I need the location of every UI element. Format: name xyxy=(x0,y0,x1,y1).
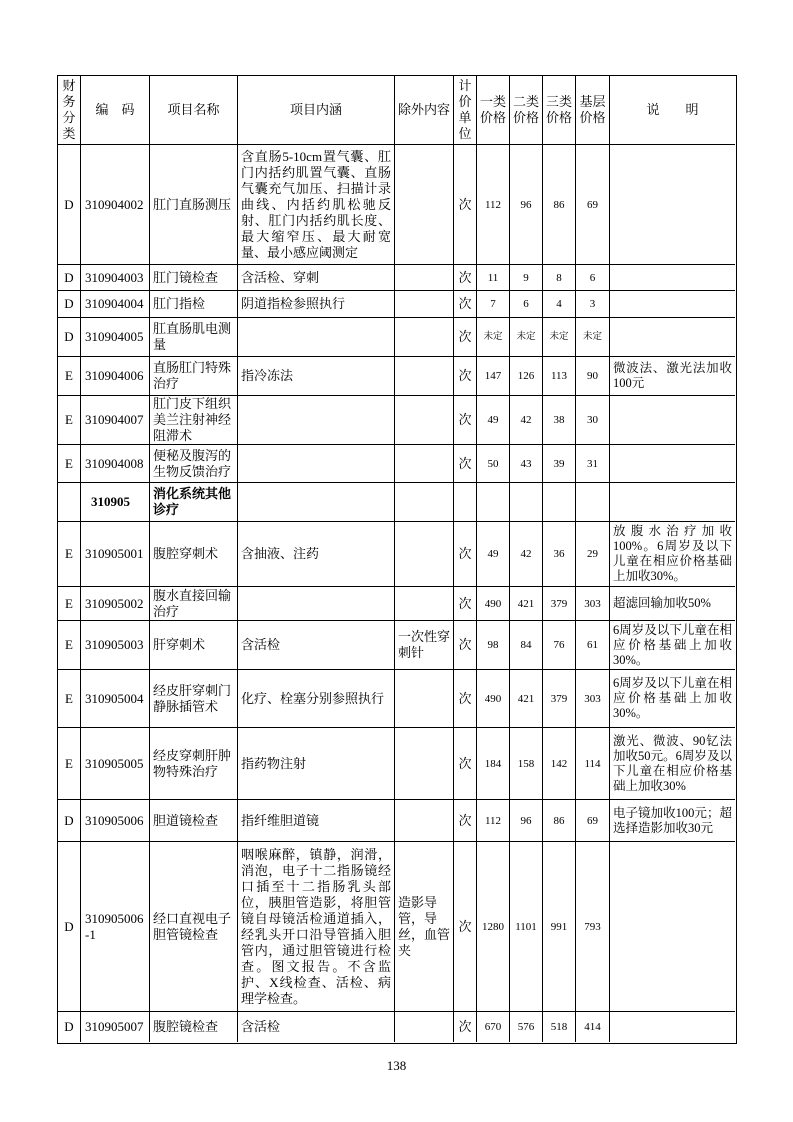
price-basic-cell: 69 xyxy=(576,145,610,265)
price-class2-cell: 421 xyxy=(510,587,543,621)
exclusions-cell xyxy=(395,265,454,291)
header-category: 财务分类 xyxy=(58,76,81,145)
content-cell: 指药物注射 xyxy=(238,728,395,800)
content-cell: 咽喉麻醉，镇静，润滑，消泡，电子十二指肠镜经口插至十二指肠乳头部位，胰胆管造影，将胆管镜自母镜活检通道插入，经乳头开口沿导管插入胆管内，通过胆管镜进行检查。图文报告。不含监护、X线检查、活检、病理学检查。 xyxy=(238,842,395,1012)
price-basic-cell: 90 xyxy=(576,357,610,396)
price-class3-cell: 379 xyxy=(543,587,576,621)
unit-cell: 次 xyxy=(454,800,477,842)
code-cell: 310905002 xyxy=(81,587,150,621)
code-cell: 310904008 xyxy=(81,445,150,483)
price-basic-cell xyxy=(576,483,610,522)
price-class3-cell: 未定 xyxy=(543,318,576,357)
name-cell: 肛门直肠测压 xyxy=(150,145,238,265)
content-cell xyxy=(238,483,395,522)
notes-cell xyxy=(610,265,735,291)
price-basic-cell: 31 xyxy=(576,445,610,483)
price-basic-cell: 3 xyxy=(576,291,610,318)
exclusions-cell xyxy=(395,522,454,587)
price-class1-cell: 49 xyxy=(477,522,510,587)
price-basic-cell: 29 xyxy=(576,522,610,587)
code-cell: 310905003 xyxy=(81,621,150,670)
price-class2-cell: 42 xyxy=(510,522,543,587)
unit-cell: 次 xyxy=(454,522,477,587)
price-class1-cell: 未定 xyxy=(477,318,510,357)
name-cell: 便秘及腹泻的生物反馈治疗 xyxy=(150,445,238,483)
category-cell: E xyxy=(58,396,81,445)
content-cell: 指纤维胆道镜 xyxy=(238,800,395,842)
name-cell: 肛门皮下组织美兰注射神经阻滞术 xyxy=(150,396,238,445)
exclusions-cell xyxy=(395,445,454,483)
price-basic-cell: 未定 xyxy=(576,318,610,357)
content-cell: 指冷冻法 xyxy=(238,357,395,396)
price-class2-cell: 43 xyxy=(510,445,543,483)
unit-cell: 次 xyxy=(454,396,477,445)
unit-cell: 次 xyxy=(454,445,477,483)
price-class1-cell: 98 xyxy=(477,621,510,670)
category-cell: E xyxy=(58,522,81,587)
price-class2-cell: 421 xyxy=(510,670,543,728)
unit-cell: 次 xyxy=(454,842,477,1012)
price-class1-cell: 670 xyxy=(477,1012,510,1042)
price-class3-cell: 39 xyxy=(543,445,576,483)
exclusions-cell xyxy=(395,587,454,621)
content-cell: 化疗、栓塞分别参照执行 xyxy=(238,670,395,728)
exclusions-cell xyxy=(395,318,454,357)
category-cell: E xyxy=(58,621,81,670)
header-notes: 说 明 xyxy=(610,76,735,145)
price-class2-cell: 1101 xyxy=(510,842,543,1012)
content-cell: 含活检、穿刺 xyxy=(238,265,395,291)
price-class2-cell: 9 xyxy=(510,265,543,291)
price-class3-cell: 4 xyxy=(543,291,576,318)
exclusions-cell xyxy=(395,357,454,396)
price-class2-cell: 158 xyxy=(510,728,543,800)
category-cell: E xyxy=(58,587,81,621)
category-cell: E xyxy=(58,670,81,728)
price-basic-cell: 69 xyxy=(576,800,610,842)
price-class2-cell: 96 xyxy=(510,800,543,842)
price-class1-cell xyxy=(477,483,510,522)
code-cell: 310905006 xyxy=(81,800,150,842)
name-cell: 肛门镜检查 xyxy=(150,265,238,291)
price-basic-cell: 61 xyxy=(576,621,610,670)
exclusions-cell xyxy=(395,1012,454,1042)
unit-cell: 次 xyxy=(454,265,477,291)
price-class1-cell: 11 xyxy=(477,265,510,291)
price-class3-cell: 379 xyxy=(543,670,576,728)
code-cell: 310904004 xyxy=(81,291,150,318)
notes-cell: 6周岁及以下儿童在相应价格基础上加收30%。 xyxy=(610,621,735,670)
price-class1-cell: 490 xyxy=(477,670,510,728)
unit-cell xyxy=(454,483,477,522)
exclusions-cell xyxy=(395,145,454,265)
price-class1-cell: 184 xyxy=(477,728,510,800)
price-class1-cell: 490 xyxy=(477,587,510,621)
price-basic-cell: 6 xyxy=(576,265,610,291)
content-cell xyxy=(238,318,395,357)
content-cell xyxy=(238,445,395,483)
price-class3-cell: 38 xyxy=(543,396,576,445)
notes-cell: 激光、微波、90钇法加收50元。6周岁及以下儿童在相应价格基础上加收30% xyxy=(610,728,735,800)
code-cell: 310904006 xyxy=(81,357,150,396)
notes-cell: 超滤回输加收50% xyxy=(610,587,735,621)
exclusions-cell xyxy=(395,800,454,842)
unit-cell: 次 xyxy=(454,357,477,396)
price-basic-cell: 414 xyxy=(576,1012,610,1042)
name-cell: 腹腔镜检查 xyxy=(150,1012,238,1042)
content-cell: 含活检 xyxy=(238,621,395,670)
notes-cell: 放腹水治疗加收100%。6周岁及以下儿童在相应价格基础上加收30%。 xyxy=(610,522,735,587)
price-class2-cell: 126 xyxy=(510,357,543,396)
name-cell: 腹水直接回输治疗 xyxy=(150,587,238,621)
price-table xyxy=(57,75,737,1044)
price-class1-cell: 147 xyxy=(477,357,510,396)
code-cell: 310904007 xyxy=(81,396,150,445)
price-class3-cell: 518 xyxy=(543,1012,576,1042)
category-cell: D xyxy=(58,265,81,291)
notes-cell xyxy=(610,396,735,445)
name-cell: 肛门指检 xyxy=(150,291,238,318)
price-class2-cell: 42 xyxy=(510,396,543,445)
price-class1-cell: 112 xyxy=(477,145,510,265)
notes-cell: 电子镜加收100元；超选择造影加收30元 xyxy=(610,800,735,842)
code-cell: 310905006-1 xyxy=(81,842,150,1012)
name-cell: 肝穿刺术 xyxy=(150,621,238,670)
category-cell: D xyxy=(58,145,81,265)
category-cell: D xyxy=(58,1012,81,1042)
category-cell: D xyxy=(58,800,81,842)
notes-cell xyxy=(610,483,735,522)
price-class3-cell: 142 xyxy=(543,728,576,800)
price-class3-cell: 113 xyxy=(543,357,576,396)
name-cell: 经口直视电子胆管镜检查 xyxy=(150,842,238,1012)
header-unit: 计价单位 xyxy=(454,76,477,145)
unit-cell: 次 xyxy=(454,670,477,728)
price-basic-cell: 30 xyxy=(576,396,610,445)
notes-cell xyxy=(610,842,735,1012)
exclusions-cell: 造影导管，导丝，血管夹 xyxy=(395,842,454,1012)
unit-cell: 次 xyxy=(454,318,477,357)
price-class3-cell: 86 xyxy=(543,145,576,265)
name-cell: 肛直肠肌电测量 xyxy=(150,318,238,357)
code-cell: 310904002 xyxy=(81,145,150,265)
price-class1-cell: 49 xyxy=(477,396,510,445)
category-cell: D xyxy=(58,318,81,357)
code-cell: 310905001 xyxy=(81,522,150,587)
header-exclusions: 除外内容 xyxy=(395,76,454,145)
price-class2-cell: 未定 xyxy=(510,318,543,357)
price-basic-cell: 303 xyxy=(576,670,610,728)
page-number: 138 xyxy=(386,1058,407,1073)
unit-cell: 次 xyxy=(454,621,477,670)
notes-cell xyxy=(610,145,735,265)
exclusions-cell: 一次性穿刺针 xyxy=(395,621,454,670)
price-class1-cell: 112 xyxy=(477,800,510,842)
exclusions-cell xyxy=(395,670,454,728)
exclusions-cell xyxy=(395,396,454,445)
header-price-class2: 二类价格 xyxy=(510,76,543,145)
notes-cell xyxy=(610,1012,735,1042)
category-cell: D xyxy=(58,291,81,318)
category-cell: E xyxy=(58,445,81,483)
code-cell: 310904003 xyxy=(81,265,150,291)
unit-cell: 次 xyxy=(454,291,477,318)
content-cell: 含直肠5-10cm置气囊、肛门内括约肌置气囊、直肠气囊充气加压、扫描计录曲线、内括约肌松驰反射、肛门内括约肌长度、最大缩窄压、最大耐宽量、最小感应阈测定 xyxy=(238,145,395,265)
name-cell: 经皮穿刺肝肿物特殊治疗 xyxy=(150,728,238,800)
name-cell: 腹腔穿刺术 xyxy=(150,522,238,587)
price-class3-cell: 8 xyxy=(543,265,576,291)
unit-cell: 次 xyxy=(454,1012,477,1042)
name-cell: 胆道镜检查 xyxy=(150,800,238,842)
price-class1-cell: 7 xyxy=(477,291,510,318)
header-price-class3: 三类价格 xyxy=(543,76,576,145)
code-cell: 310905007 xyxy=(81,1012,150,1042)
price-class1-cell: 1280 xyxy=(477,842,510,1012)
name-cell: 直肠肛门特殊治疗 xyxy=(150,357,238,396)
unit-cell: 次 xyxy=(454,587,477,621)
header-name: 项目名称 xyxy=(150,76,238,145)
header-content: 项目内涵 xyxy=(238,76,395,145)
exclusions-cell xyxy=(395,483,454,522)
notes-cell xyxy=(610,318,735,357)
price-class3-cell: 76 xyxy=(543,621,576,670)
code-cell: 310905004 xyxy=(81,670,150,728)
content-cell: 含活检 xyxy=(238,1012,395,1042)
price-class2-cell: 96 xyxy=(510,145,543,265)
exclusions-cell xyxy=(395,728,454,800)
exclusions-cell xyxy=(395,291,454,318)
category-cell: E xyxy=(58,357,81,396)
price-basic-cell: 303 xyxy=(576,587,610,621)
price-class2-cell: 6 xyxy=(510,291,543,318)
section-code-cell: 310905 xyxy=(81,483,150,522)
price-class1-cell: 50 xyxy=(477,445,510,483)
content-cell: 阴道指检参照执行 xyxy=(238,291,395,318)
notes-cell: 微波法、激光法加收100元 xyxy=(610,357,735,396)
price-class2-cell: 84 xyxy=(510,621,543,670)
price-class2-cell: 576 xyxy=(510,1012,543,1042)
name-cell: 经皮肝穿刺门静脉插管术 xyxy=(150,670,238,728)
category-cell xyxy=(58,483,81,522)
price-class3-cell: 86 xyxy=(543,800,576,842)
code-cell: 310904005 xyxy=(81,318,150,357)
category-cell: D xyxy=(58,842,81,1012)
content-cell xyxy=(238,587,395,621)
unit-cell: 次 xyxy=(454,145,477,265)
header-price-basic: 基层价格 xyxy=(576,76,610,145)
price-class2-cell xyxy=(510,483,543,522)
content-cell: 含抽液、注药 xyxy=(238,522,395,587)
code-cell: 310905005 xyxy=(81,728,150,800)
price-basic-cell: 793 xyxy=(576,842,610,1012)
header-code: 编 码 xyxy=(81,76,150,145)
unit-cell: 次 xyxy=(454,728,477,800)
content-cell xyxy=(238,396,395,445)
notes-cell xyxy=(610,445,735,483)
section-name-cell: 消化系统其他诊疗 xyxy=(150,483,238,522)
price-class3-cell: 991 xyxy=(543,842,576,1012)
notes-cell: 6周岁及以下儿童在相应价格基础上加收30%。 xyxy=(610,670,735,728)
price-class3-cell: 36 xyxy=(543,522,576,587)
price-basic-cell: 114 xyxy=(576,728,610,800)
notes-cell xyxy=(610,291,735,318)
header-price-class1: 一类价格 xyxy=(477,76,510,145)
price-class3-cell xyxy=(543,483,576,522)
category-cell: E xyxy=(58,728,81,800)
